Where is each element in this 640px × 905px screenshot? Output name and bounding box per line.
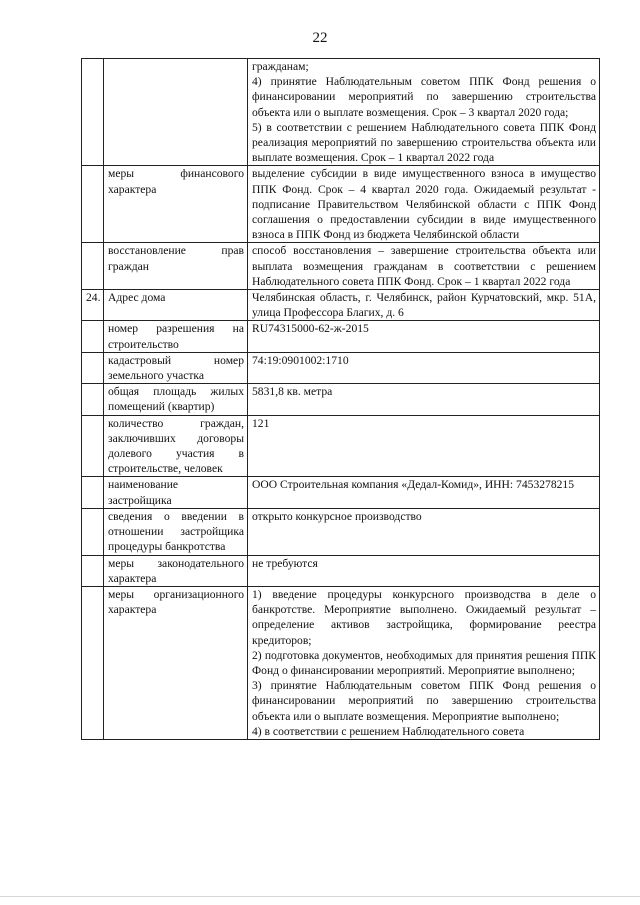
row-number bbox=[82, 352, 104, 383]
table-row bbox=[82, 508, 600, 555]
row-label: Адрес дома bbox=[104, 290, 248, 321]
value-paragraph: не требуются bbox=[252, 556, 318, 570]
value-paragraph: 5831,8 кв. метра bbox=[252, 385, 333, 399]
page-number: 22 bbox=[312, 30, 328, 46]
row-label: восстановление прав граждан bbox=[104, 243, 248, 290]
value-paragraph: 2) подготовка документов, необходимых для принятия решения ППК Фонд о финансировании мероприятий. Мероприятие выполнено; bbox=[252, 648, 596, 677]
row-number bbox=[82, 321, 104, 352]
row-number bbox=[82, 508, 104, 555]
table-row bbox=[82, 166, 600, 243]
row-label: меры законодательного характера bbox=[104, 555, 248, 586]
row-value bbox=[248, 477, 600, 508]
row-number bbox=[82, 243, 104, 290]
row-label: кадастровый номер земельного участка bbox=[104, 352, 248, 383]
row-label: номер разрешения на строительство bbox=[104, 321, 248, 352]
row-value bbox=[248, 415, 600, 477]
table-row bbox=[82, 352, 600, 383]
value-paragraph: выделение субсидии в виде имущественного взноса в имущество ППК Фонд. Срок – 4 квартал 2020 года. Ожидаемый результат - подписание Правительством Челябинской области с ППК Фонд соглашения о предоставлении субсидии в виде имущественного взноса в ППК Фонд из бюджета Челябинской области bbox=[252, 167, 596, 242]
value-paragraph: открыто конкурсное производство bbox=[252, 509, 422, 523]
value-paragraph: 1) введение процедуры конкурсного производства в деле о банкротстве. Мероприятие выполнено. Ожидаемый результат – определение активов застройщика, формирование реестра кредиторов; bbox=[252, 587, 596, 647]
table-row bbox=[82, 59, 600, 166]
table-row bbox=[82, 290, 600, 321]
value-paragraph: 74:19:0901002:1710 bbox=[252, 353, 349, 367]
row-number bbox=[82, 166, 104, 243]
value-paragraph: 4) принятие Наблюдательным советом ППК Фонд решения о финансировании мероприятий по завершению строительства объекта или о выплате возмещения. Срок – 3 квартал 2020 года; bbox=[252, 75, 596, 119]
value-paragraph: способ восстановления – завершение строительства объекта или выплата возмещения гражданам в соответствии с решением Наблюдательного совета ППК Фонд. Срок – 1 квартал 2022 года bbox=[252, 244, 596, 288]
value-paragraph: Челябинская область, г. Челябинск, район Курчатовский, мкр. 51А, улица Профессора Благих, д. 6 bbox=[252, 291, 596, 320]
row-label bbox=[104, 59, 248, 166]
row-value bbox=[248, 290, 600, 321]
value-paragraph: 5) в соответствии с решением Наблюдательного совета ППК Фонд реализация мероприятий по завершению строительства объекта или выплате возмещения. Срок – 1 квартал 2022 года bbox=[252, 120, 596, 165]
row-value bbox=[248, 555, 600, 586]
row-value bbox=[248, 321, 600, 352]
row-number bbox=[82, 415, 104, 477]
row-number bbox=[82, 477, 104, 508]
page-edge-line bbox=[0, 896, 640, 897]
value-paragraph: ООО Строительная компания «Дедал-Комид», ИНН: 7453278215 bbox=[252, 478, 575, 492]
row-label: наименование застройщика bbox=[104, 477, 248, 508]
table-row bbox=[82, 586, 600, 739]
row-number bbox=[82, 384, 104, 415]
value-paragraph: гражданам; bbox=[252, 60, 309, 73]
row-value bbox=[248, 384, 600, 415]
row-value bbox=[248, 352, 600, 383]
table-row bbox=[82, 555, 600, 586]
table-row bbox=[82, 243, 600, 290]
value-paragraph: 3) принятие Наблюдательным советом ППК Фонд решения о финансировании мероприятий по завершению строительства объекта или о выплате возмещения. Мероприятие выполнено; bbox=[252, 679, 596, 723]
row-value bbox=[248, 59, 600, 166]
row-value bbox=[248, 586, 600, 739]
row-label: меры финансового характера bbox=[104, 166, 248, 243]
value-paragraph: 121 bbox=[252, 416, 270, 430]
row-label: количество граждан, заключивших договоры долевого участия в строительстве, человек bbox=[104, 415, 248, 477]
document-table bbox=[81, 58, 600, 740]
row-label: сведения о введении в отношении застройщика процедуры банкротства bbox=[104, 508, 248, 555]
row-number bbox=[82, 59, 104, 166]
table-row bbox=[82, 321, 600, 352]
value-paragraph: 4) в соответствии с решением Наблюдательного совета bbox=[252, 724, 525, 738]
row-value bbox=[248, 508, 600, 555]
row-label: меры организационного характера bbox=[104, 586, 248, 739]
table-row bbox=[82, 384, 600, 415]
row-number bbox=[82, 586, 104, 739]
row-number: 24. bbox=[82, 290, 104, 321]
row-label: общая площадь жилых помещений (квартир) bbox=[104, 384, 248, 415]
table-row bbox=[82, 415, 600, 477]
table-row bbox=[82, 477, 600, 508]
row-number bbox=[82, 555, 104, 586]
row-value bbox=[248, 166, 600, 243]
value-paragraph: RU74315000-62-ж-2015 bbox=[252, 322, 369, 336]
row-value bbox=[248, 243, 600, 290]
